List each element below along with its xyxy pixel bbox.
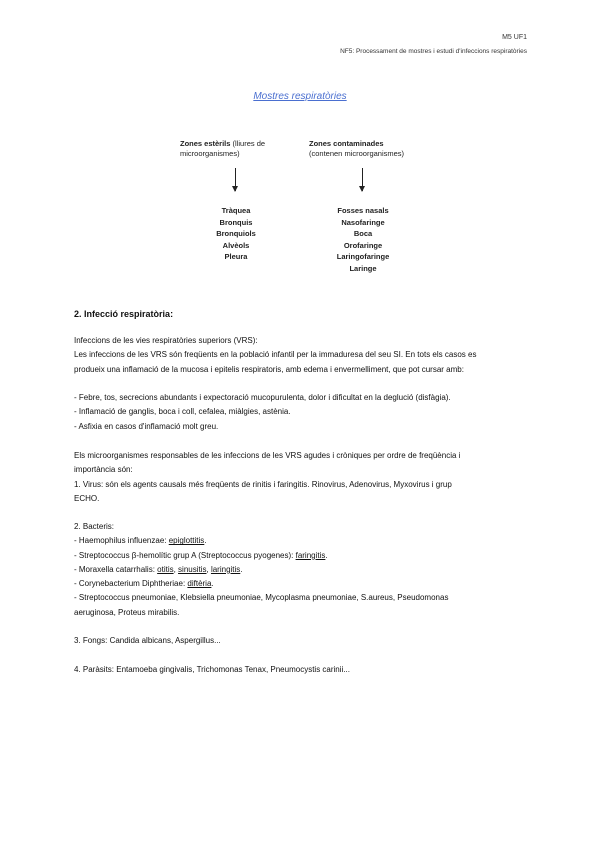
disease-link[interactable]: laringitis bbox=[210, 564, 241, 574]
sterile-zones-heading bbox=[180, 139, 265, 159]
sterile-zones-list bbox=[200, 205, 272, 263]
list-item: - Streptococcus pneumoniae, Klebsiella pneumoniae, Mycoplasma pneumoniae, S.aureus, Pseudomonas bbox=[74, 593, 449, 603]
page-title: Mostres respiratòries bbox=[253, 91, 347, 102]
contaminated-zones-heading bbox=[309, 139, 404, 159]
list-item: - Inflamació de ganglis, boca i coll, cefalea, miàlgies, astènia. bbox=[74, 407, 291, 417]
list-item-continuation: aeruginosa, Proteus mirabilis. bbox=[74, 607, 180, 617]
sterile-zones-note-1: (lliures de bbox=[232, 139, 266, 148]
list-item: Laringe bbox=[349, 263, 377, 273]
list-item: - Streptococcus β-hemolític grup A (Streptococcus pyogenes): faringitis. bbox=[74, 550, 328, 560]
section-number: 2. bbox=[74, 309, 82, 319]
list-item: Boca bbox=[353, 229, 373, 238]
list-item: - Moraxella catarrhalis: otitis, sinusitis, laringitis. bbox=[74, 564, 243, 574]
list-item: Orofaringe bbox=[343, 240, 383, 250]
arrow-down-icon bbox=[362, 168, 363, 191]
disease-link[interactable]: epiglottitis bbox=[168, 536, 205, 546]
virus-line-2: ECHO. bbox=[74, 493, 100, 503]
list-item: Alvèols bbox=[222, 240, 250, 250]
symptoms-list bbox=[74, 391, 534, 434]
list-item: - Haemophilus influenzae: epiglottitis. bbox=[74, 536, 207, 546]
contaminated-zones-list bbox=[323, 205, 403, 274]
list-item: Bronquiols bbox=[216, 229, 256, 238]
section-title: Infecció respiratòria: bbox=[84, 309, 174, 319]
contaminated-zones-label: Zones contaminades bbox=[309, 139, 384, 148]
virus-line-1: 1. Virus: són els agents causals més freqüents de rinitis i faringitis. Rinovirus, Adenovirus, Myxovirus i grup bbox=[74, 479, 452, 489]
list-item: - Asfixia en casos d'inflamació molt greu. bbox=[74, 421, 219, 431]
vrs-intro-line-2: produeix una inflamació de la mucosa i epitelis respiratoris, amb edema i envermelliment, que pot cursar amb: bbox=[74, 364, 464, 374]
bacteria-heading: 2. Bacteris: bbox=[74, 522, 115, 531]
list-item: Tràquea bbox=[221, 206, 251, 215]
contaminated-zones-note: (contenen microorganismes) bbox=[309, 149, 405, 158]
vrs-intro-line-1: Les infeccions de les VRS són freqüents en la població infantil per la immaduresa del seu SI. En tots els casos es bbox=[74, 350, 477, 360]
list-item: Fosses nasals bbox=[337, 206, 389, 215]
fungi-line: 3. Fongs: Candida albicans, Aspergillus... bbox=[74, 636, 221, 645]
disease-link[interactable]: sinusitis bbox=[178, 564, 207, 574]
arrow-down-icon bbox=[235, 168, 236, 191]
bacteria-name: - Moraxella catarrhalis: bbox=[74, 564, 158, 574]
list-item: Pleura bbox=[224, 252, 248, 261]
disease-link[interactable]: otitis bbox=[157, 564, 174, 574]
sterile-zones-note-2: microorganismes) bbox=[180, 149, 240, 158]
microorganisms-intro bbox=[74, 449, 534, 506]
header-code: M5 UF1 bbox=[502, 34, 527, 41]
sterile-zones-label: Zones estèrils bbox=[180, 139, 231, 148]
bacteria-name: - Streptococcus β-hemolític grup A (Streptococcus pyogenes): bbox=[74, 550, 296, 560]
vrs-intro bbox=[74, 334, 534, 377]
list-item: - Febre, tos, secrecions abundants i expectoració mucopurulenta, dolor i dificultat en la deglució (disfàgia). bbox=[74, 393, 451, 402]
list-item: Nasofaringe bbox=[341, 217, 385, 227]
parasites-line: 4. Paràsits: Entamoeba gingivalis, Trichomonas Tenax, Pneumocystis carinii... bbox=[74, 665, 350, 674]
header-subtitle: NF5: Processament de mostres i estudi d'infeccions respiratòries bbox=[340, 48, 527, 55]
bacteria-list bbox=[74, 520, 534, 620]
micro-intro-line-1: Els microorganismes responsables de les infeccions de les VRS agudes i cròniques per ordre de freqüència i bbox=[74, 451, 461, 460]
list-item: Laringofaringe bbox=[336, 252, 390, 261]
vrs-subheading: Infeccions de les vies respiratòries superiors (VRS): bbox=[74, 336, 258, 345]
list-item: - Corynebacterium Diphtheriae: diftèria. bbox=[74, 579, 214, 589]
list-item: Bronquis bbox=[219, 217, 253, 227]
micro-intro-line-2: importància són: bbox=[74, 465, 133, 475]
section-heading bbox=[74, 307, 534, 321]
disease-link[interactable]: faringitis bbox=[295, 550, 326, 560]
bacteria-name: - Corynebacterium Diphtheriae: bbox=[74, 579, 188, 589]
disease-link[interactable]: diftèria bbox=[187, 579, 212, 589]
bacteria-name: - Haemophilus influenzae: bbox=[74, 536, 169, 546]
